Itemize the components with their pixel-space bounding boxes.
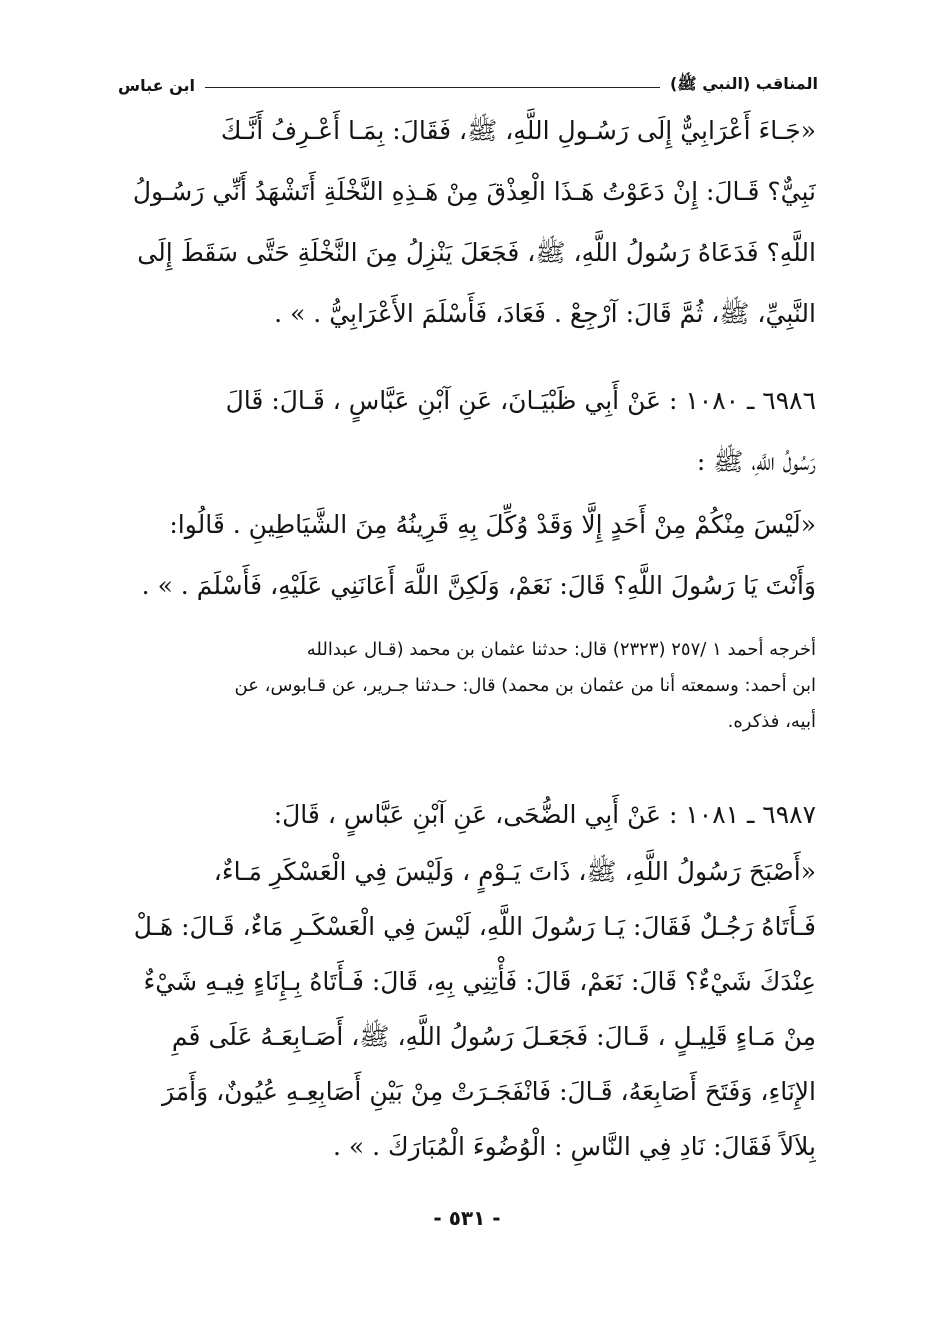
hadith-6986-text [100,494,816,616]
text-line: مِنْ مَـاءٍ قَلِيـلٍ ، قَـالَ: فَجَعَـلَ رَسُولُ اللَّهِ، ﷺ، أَصَـابِعَـهُ عَلَى فَمِ [171,1022,816,1051]
note-line: ابن أحمد: وسمعته أنا من عثمان بن محمد) قال: حـدثنا جـرير، عن قـابوس، عن [234,675,816,696]
text-line: «لَيْسَ مِنْكُمْ مِنْ أَحَدٍ إِلَّا وَقَدْ وُكِّلَ بِهِ قَرِينُهُ مِنَ الشَّيَاطِينِ . قَالُوا: [169,510,816,539]
text-line: نَبِيٌّ؟ قَـالَ: إِنْ دَعَوْتُ هَـذَا الْعِذْقَ مِنْ هَـذِهِ النَّخْلَةِ أَتَشْهَدُ أَنِّي رَسُـولُ [132,177,816,206]
text-line: ٦٩٨٦ ـ ١٠٨٠ : عَنْ أَبِي ظَبْيَـانَ، عَنِ آبْنِ عَبَّاسٍ ، قَـالَ: قَالَ [225,386,816,415]
header-rule [205,87,660,88]
running-header [118,72,818,98]
hadith-6987-isnad [100,784,816,845]
text-line: النَّبِيِّ، ﷺ، ثُمَّ قَالَ: آرْجِعْ . فَعَادَ، فَأَسْلَمَ الأَعْرَابِيُّ . » . [274,299,816,328]
hadith-6987-text [100,844,816,1174]
takhrij-note [100,632,816,740]
text-line: «جَـاءَ أَعْرَابِيٌّ إِلَى رَسُـولِ اللَّهِ، ﷺ، فَقَالَ: بِمَـا أَعْـرِفُ أَنَّـكَ [220,116,816,145]
hadith-6986-isnad [100,370,816,492]
text-line: الإِنَاءِ، وَفَتَحَ أَصَابِعَهُ، قَـالَ: فَانْفَجَـرَتْ مِنْ بَيْنِ أَصَابِعِـهِ عُيُونٌ، وَأَمَرَ [161,1077,816,1106]
page-number: - ٥٣١ - [433,1206,501,1230]
header-section-title: ابن عباس [118,75,196,95]
text-line: بِلاَلاً فَقَالَ: نَادِ فِي النَّاسِ : الْوُضُوءَ الْمُبَارَكَ . » . [333,1132,816,1161]
text-line: وَأَنْتَ يَا رَسُولَ اللَّهِ؟ قَالَ: نَعَمْ، وَلَكِنَّ اللَّهَ أَعَانَنِي عَلَيْهِ، فَأَسْلَمَ . » . [141,571,816,600]
note-line: أخرجه أحمد ١ /٢٥٧ (٢٣٢٣) قال: حدثنا عثمان بن محمد (قـال عبدالله [306,639,816,660]
text-line: فَـأَتَاهُ رَجُـلٌ فَقَالَ: يَـا رَسُولَ اللَّهِ، لَيْسَ فِي الْعَسْكَـرِ مَاءٌ، قَـالَ: هَـلْ [133,912,816,941]
text-line: ٦٩٨٧ ـ ١٠٨١ : عَنْ أَبِي الضُّحَى، عَنِ آبْنِ عَبَّاسٍ ، قَالَ: [273,800,816,829]
text-line: رَسُولُ اللَّهِ، ﷺ : [696,447,816,476]
text-line: «أَصْبَحَ رَسُولُ اللَّهِ، ﷺ، ذَاتَ يَـوْمٍ ، وَلَيْسَ فِي الْعَسْكَرِ مَـاءٌ، [213,857,816,886]
header-chapter-title: المناقب (النبي ﷺ) [669,73,818,93]
text-line: اللَّهِ؟ فَدَعَاهُ رَسُولُ اللَّهِ، ﷺ، فَجَعَلَ يَنْزِلُ مِنَ النَّخْلَةِ حَتَّى سَقَطَ إِلَى [137,238,816,267]
text-line: عِنْدَكَ شَيْءٌ؟ قَالَ: نَعَمْ، قَالَ: فَأْتِنِي بِهِ، قَالَ: فَـأَتَاهُ بِـإِنَاءٍ فِيـهِ شَيْءٌ [143,967,816,996]
hadith-text-1 [100,100,816,344]
note-line: أبيه، فذكره. [727,711,816,732]
